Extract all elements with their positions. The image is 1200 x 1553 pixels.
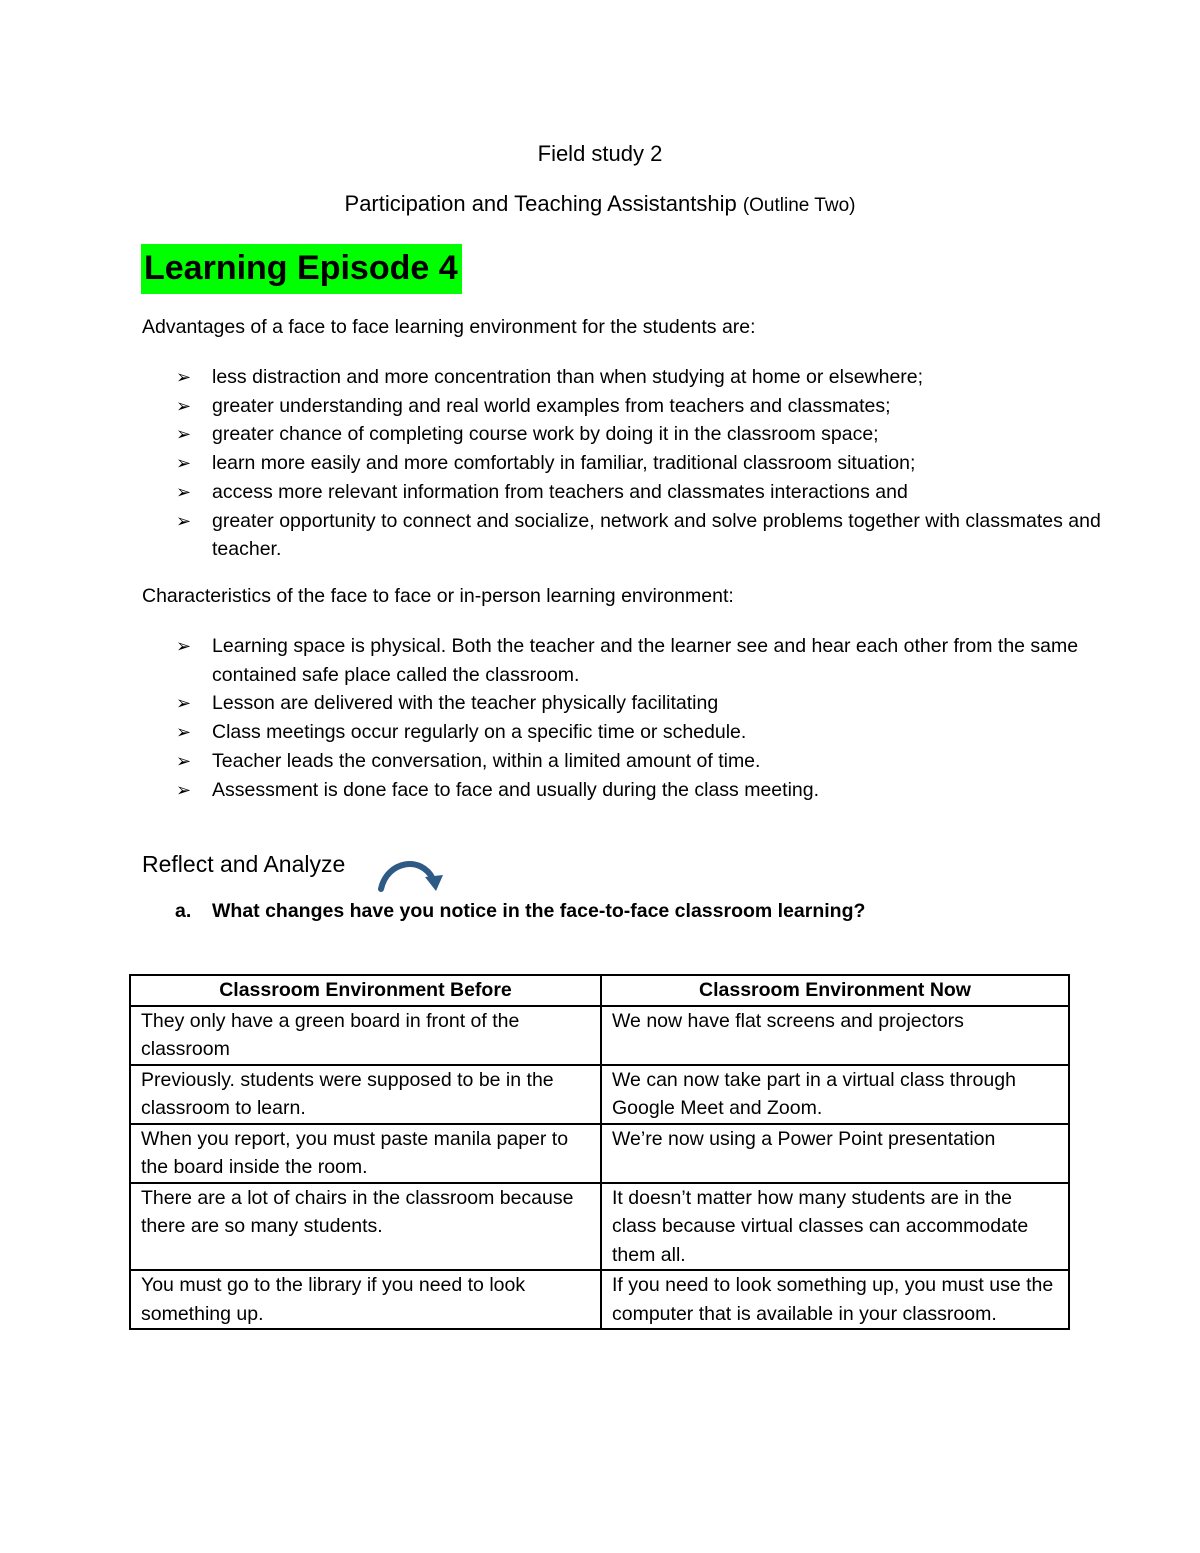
section-heading: Reflect and Analyze (142, 851, 346, 877)
list-item (142, 689, 1102, 718)
subtitle-text: Participation and Teaching Assistantship (344, 191, 737, 216)
arrow-bullet-icon: ➢ (176, 424, 192, 445)
table-cell: It doesn’t matter how many students are in the class because virtual classes can accommodate them all. (601, 1183, 1069, 1271)
table-cell: If you need to look something up, you must use the computer that is available in your classroom. (601, 1270, 1069, 1329)
table-cell: We can now take part in a virtual class through Google Meet and Zoom. (601, 1065, 1069, 1124)
list-item-text: access more relevant information from teachers and classmates interactions and (212, 480, 908, 503)
characteristics-intro: Characteristics of the face to face or in-person learning environment: (142, 585, 734, 607)
arrow-bullet-icon: ➢ (176, 395, 192, 416)
arrow-bullet-icon: ➢ (176, 722, 192, 743)
column-header-before: Classroom Environment Before (130, 975, 601, 1006)
advantages-intro: Advantages of a face to face learning environment for the students are: (142, 316, 756, 338)
arrow-bullet-icon: ➢ (176, 636, 192, 656)
table-cell: We’re now using a Power Point presentation (601, 1124, 1069, 1183)
table-cell: They only have a green board in front of the classroom (130, 1006, 601, 1065)
arrow-bullet-icon: ➢ (176, 693, 192, 714)
reflection-question (175, 900, 865, 923)
list-item (142, 392, 1102, 421)
question-label: a. (175, 900, 192, 922)
list-item-text: greater opportunity to connect and socialize, network and solve problems together with classmates and teacher. (212, 509, 1101, 561)
list-item (142, 507, 1102, 564)
list-item (142, 718, 1102, 747)
table-row (130, 1270, 1069, 1329)
table-header-row (130, 975, 1069, 1006)
document-subtitle (0, 191, 1200, 217)
list-item (142, 420, 1102, 449)
table-cell: You must go to the library if you need to look something up. (130, 1270, 601, 1329)
table-row (130, 1065, 1069, 1124)
list-item-text: greater chance of completing course work by doing it in the classroom space; (212, 423, 879, 446)
question-text: What changes have you notice in the face-to-face classroom learning? (212, 900, 866, 922)
episode-heading: Learning Episode 4 (141, 244, 462, 294)
list-item-text: greater understanding and real world examples from teachers and classmates; (212, 394, 891, 417)
list-item-text: learn more easily and more comfortably in familiar, traditional classroom situation; (212, 452, 916, 475)
table-row (130, 1006, 1069, 1065)
list-item (142, 747, 1102, 776)
list-item-text: Teacher leads the conversation, within a limited amount of time. (212, 749, 761, 772)
list-item-text: Class meetings occur regularly on a specific time or schedule. (212, 721, 747, 744)
table-row (130, 1124, 1069, 1183)
arrow-bullet-icon: ➢ (176, 367, 192, 387)
arrow-bullet-icon: ➢ (176, 510, 192, 531)
arrow-bullet-icon: ➢ (176, 750, 192, 771)
arrow-bullet-icon: ➢ (176, 453, 192, 474)
list-item (142, 632, 1102, 689)
list-item (142, 478, 1102, 507)
list-item-text: Assessment is done face to face and usually during the class meeting. (212, 778, 820, 801)
comparison-table (129, 974, 1070, 1330)
arrow-bullet-icon: ➢ (176, 779, 192, 800)
arrow-bullet-icon: ➢ (176, 481, 192, 502)
advantages-list (142, 363, 1102, 564)
table-cell: We now have flat screens and projectors (601, 1006, 1069, 1065)
table-cell: When you report, you must paste manila paper to the board inside the room. (130, 1124, 601, 1183)
table-cell: Previously. students were supposed to be in the classroom to learn. (130, 1065, 601, 1124)
characteristics-list (142, 632, 1102, 804)
list-item-text: Lesson are delivered with the teacher physically facilitating (212, 692, 719, 715)
list-item-text: less distraction and more concentration than when studying at home or elsewhere; (212, 366, 924, 388)
table-row (130, 1183, 1069, 1271)
list-item (142, 449, 1102, 478)
table-cell: There are a lot of chairs in the classroom because there are so many students. (130, 1183, 601, 1271)
subtitle-note: (Outline Two) (742, 195, 856, 216)
curved-arrow-icon (373, 853, 447, 893)
list-item (142, 776, 1102, 805)
document-title: Field study 2 (537, 141, 663, 166)
list-item-text: Learning space is physical. Both the teacher and the learner see and hear each other from the same contained safe place called the classroom. (212, 635, 1079, 686)
column-header-now: Classroom Environment Now (601, 975, 1069, 1006)
list-item (142, 363, 1102, 392)
